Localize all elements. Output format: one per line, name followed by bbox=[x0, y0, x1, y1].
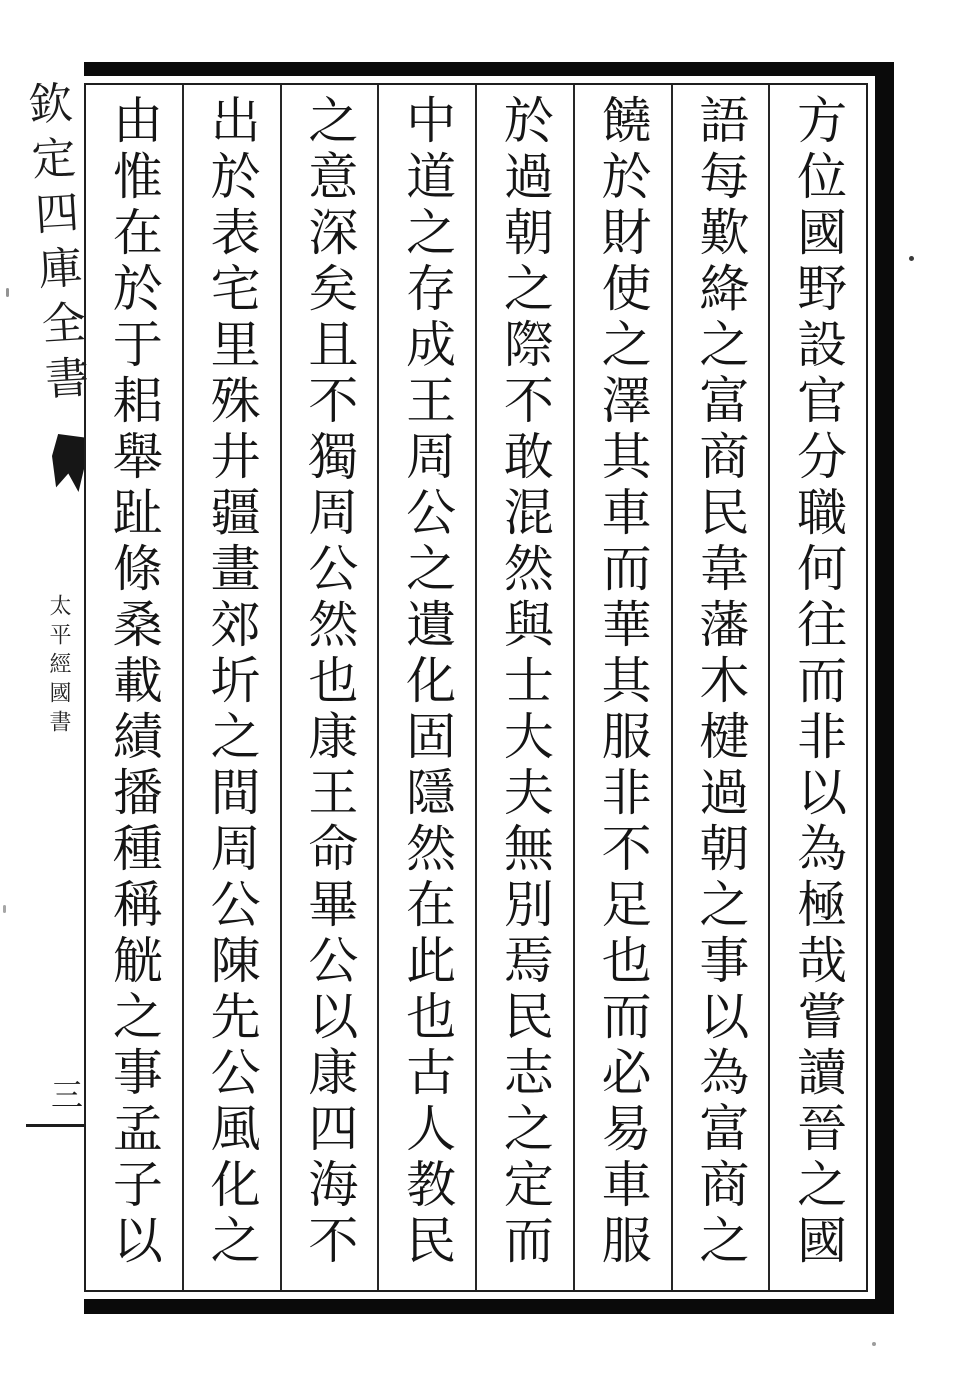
scan-speck bbox=[6, 288, 9, 297]
spine-page-number: 三 bbox=[46, 1078, 84, 1110]
text-block-frame bbox=[84, 62, 894, 1314]
column-text: 饒於財使之澤其車而華其服非不足也而必易車服 bbox=[593, 94, 652, 1270]
text-column-5 bbox=[377, 85, 475, 1290]
column-text: 於過朝之際不敢混然與士大夫無別焉民志之定而 bbox=[495, 94, 554, 1270]
text-column-7 bbox=[182, 85, 280, 1290]
text-column-2 bbox=[671, 85, 769, 1290]
column-text: 由惟在於于耜舉趾條桑載績播種稱觥之事孟子以 bbox=[104, 94, 163, 1270]
column-text: 出於表宅里殊井疆畫郊圻之間周公陳先公風化之 bbox=[202, 94, 261, 1270]
spine-folio-rule bbox=[26, 1124, 84, 1127]
text-column-4 bbox=[475, 85, 573, 1290]
scan-speck bbox=[3, 905, 6, 913]
text-column-1 bbox=[768, 85, 866, 1290]
scan-speck bbox=[909, 256, 914, 261]
text-block-inner-border bbox=[84, 83, 868, 1292]
column-text: 方位國野設官分職何往而非以為極哉嘗讀晉之國 bbox=[789, 94, 848, 1270]
column-text: 之意深矣且不獨周公然也康王命畢公以康四海不 bbox=[300, 94, 359, 1270]
spine-fishtail-mark bbox=[52, 434, 86, 492]
column-text: 語每歎絳之富商民韋藩木楗過朝之事以為富商之 bbox=[691, 94, 750, 1270]
scan-speck bbox=[872, 1342, 876, 1346]
spine-series-title: 欽定四庫全書 bbox=[19, 79, 91, 412]
text-column-6 bbox=[280, 85, 378, 1290]
spine-book-title: 太平經國書 bbox=[46, 594, 71, 739]
text-columns bbox=[86, 85, 866, 1290]
column-text: 中道之存成王周公之遺化固隱然在此也古人教民 bbox=[398, 94, 457, 1270]
text-column-8 bbox=[86, 85, 182, 1290]
text-column-3 bbox=[573, 85, 671, 1290]
